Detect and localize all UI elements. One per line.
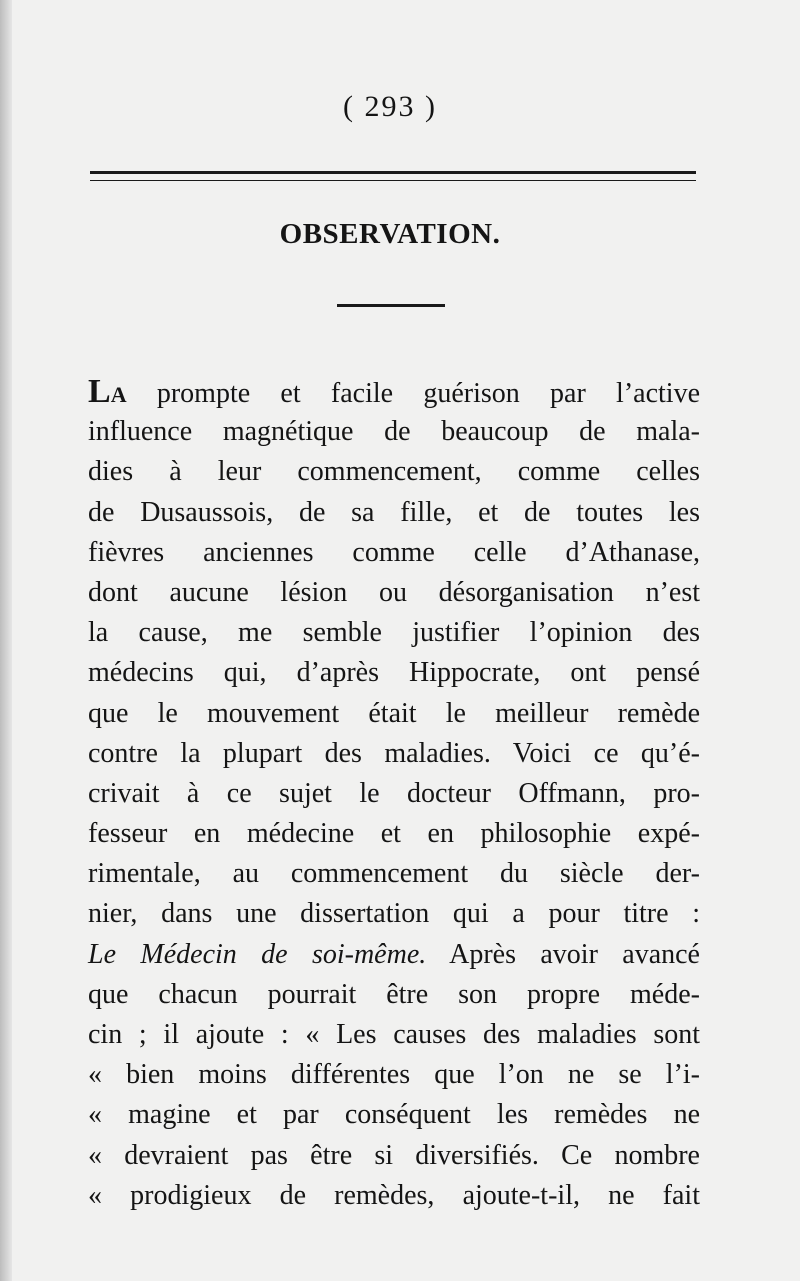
text-line: fesseur en médecine et en philosophie expé-: [88, 818, 700, 850]
header-double-rule: [90, 171, 696, 181]
text-line: dont aucune lésion ou désorganisation n’est: [88, 576, 700, 608]
text-line: Le Médecin de soi-même. Après avoir avancé: [88, 938, 700, 970]
body-text: [88, 372, 700, 1216]
text-line: nier, dans une dissertation qui a pour titre :: [88, 898, 700, 930]
text-line: « magine et par conséquent les remèdes ne: [88, 1099, 700, 1131]
text-line: que le mouvement était le meilleur remède: [88, 697, 700, 729]
text-line: « prodigieux de remèdes, ajoute-t-il, ne fait: [88, 1179, 700, 1211]
page-number: ( 293 ): [343, 90, 437, 123]
text-line: contre la plupart des maladies. Voici ce qu’é-: [88, 737, 700, 769]
text-line: « devraient pas être si diversifiés. Ce nombre: [88, 1139, 700, 1171]
text-line: LA prompte et facile guérison par l’active: [88, 373, 700, 410]
text-line: cin ; il ajoute : « Les causes des maladies sont: [88, 1019, 700, 1050]
text-line: fièvres anciennes comme celle d’Athanase,: [88, 536, 700, 568]
small-cap: A: [110, 382, 127, 407]
text-line: médecins qui, d’après Hippocrate, ont pensé: [88, 657, 700, 689]
text-line: « bien moins différentes que l’on ne se l’i-: [88, 1059, 700, 1091]
page-spine-shadow: [0, 0, 12, 1281]
heading-short-rule: [337, 304, 445, 307]
text-line: la cause, me semble justifier l’opinion des: [88, 617, 700, 649]
text-line: crivait à ce sujet le docteur Offmann, pro-: [88, 777, 700, 809]
text-line: que chacun pourrait être son propre méde-: [88, 978, 700, 1010]
drop-cap: L: [88, 373, 111, 410]
book-title: Le Médecin de soi-même.: [88, 938, 427, 970]
text-line: rimentale, au commencement du siècle der-: [88, 858, 700, 890]
section-heading: OBSERVATION.: [279, 218, 501, 250]
text-line: influence magnétique de beaucoup de mala-: [88, 416, 700, 448]
text-line: dies à leur commencement, comme celles: [88, 456, 700, 488]
text-line: de Dusaussois, de sa fille, et de toutes les: [88, 496, 700, 528]
